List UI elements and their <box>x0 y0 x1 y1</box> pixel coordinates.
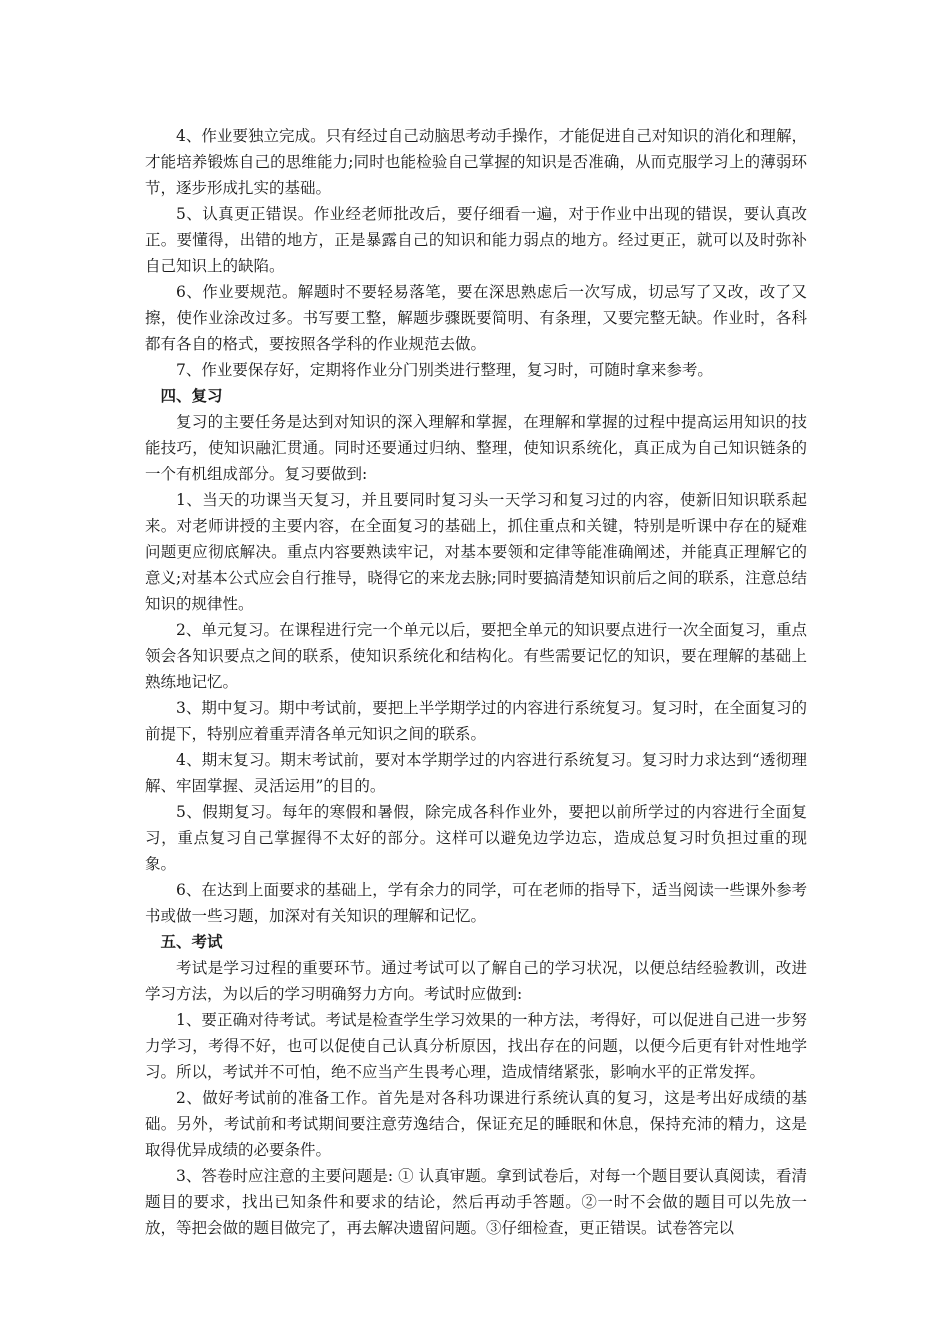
paragraph-review-intro: 复习的主要任务是达到对知识的深入理解和掌握，在理解和掌握的过程中提高运用知识的技能技巧，使知识融汇贯通。同时还要通过归纳、整理，使知识系统化，真正成为自己知识链条的一个有机组成部分。复习要做到: <box>145 413 807 483</box>
paragraph-review-1: 1、当天的功课当天复习，并且要同时复习头一天学习和复习过的内容，使新旧知识联系起来。对老师讲授的主要内容，在全面复习的基础上，抓住重点和关键，特别是听课中存在的疑难问题更应彻底解决。重点内容要熟读牢记，对基本要领和定律等能准确阐述，并能真正理解它的意义;对基本公式应会自行推导，晓得它的来龙去脉;同时要搞清楚知识前后之间的联系，注意总结知识的规律性。 <box>145 491 807 613</box>
document-body <box>145 123 807 1241</box>
paragraph-exam-1: 1、要正确对待考试。考试是检查学生学习效果的一种方法，考得好，可以促进自己进一步努力学习，考得不好，也可以促使自己认真分析原因，找出存在的问题，以便今后更有针对性地学习。所以，考试并不可怕，绝不应当产生畏考心理，造成情绪紧张，影响水平的正常发挥。 <box>145 1011 807 1081</box>
paragraph-exam-3: 3、答卷时应注意的主要问题是: ① 认真审题。拿到试卷后，对每一个题目要认真阅读，看清题目的要求，找出已知条件和要求的结论，然后再动手答题。②一时不会做的题目可以先放一放，等把会做的题目做完了，再去解决遗留问题。③仔细检查，更正错误。试卷答完以 <box>145 1167 807 1237</box>
paragraph-review-3: 3、期中复习。期中考试前，要把上半学期学过的内容进行系统复习。复习时，在全面复习的前提下，特别应着重弄清各单元知识之间的联系。 <box>145 699 807 743</box>
paragraph-homework-7: 7、作业要保存好，定期将作业分门别类进行整理，复习时，可随时拿来参考。 <box>176 361 713 379</box>
paragraph-homework-5: 5、认真更正错误。作业经老师批改后，要仔细看一遍，对于作业中出现的错误，要认真改正。要懂得，出错的地方，正是暴露自己的知识和能力弱点的地方。经过更正，就可以及时弥补自己知识上的缺陷。 <box>145 205 807 275</box>
paragraph-exam-2: 2、做好考试前的准备工作。首先是对各科功课进行系统认真的复习，这是考出好成绩的基础。另外，考试前和考试期间要注意劳逸结合，保证充足的睡眠和休息，保持充沛的精力，这是取得优异成绩的必要条件。 <box>145 1089 807 1159</box>
paragraph-homework-4: 4、作业要独立完成。只有经过自己动脑思考动手操作，才能促进自己对知识的消化和理解，才能培养锻炼自己的思维能力;同时也能检验自己掌握的知识是否准确，从而克服学习上的薄弱环节，逐步形成扎实的基础。 <box>145 127 807 197</box>
paragraph-homework-6: 6、作业要规范。解题时不要轻易落笔，要在深思熟虑后一次写成，切忌写了又改，改了又擦，使作业涂改过多。书写要工整，解题步骤既要简明、有条理，又要完整无缺。作业时，各科都有各自的格式，要按照各学科的作业规范去做。 <box>145 283 807 353</box>
paragraph-exam-intro: 考试是学习过程的重要环节。通过考试可以了解自己的学习状况，以便总结经验教训，改进学习方法，为以后的学习明确努力方向。考试时应做到: <box>145 959 807 1003</box>
section-heading-review: 四、复习 <box>160 386 223 405</box>
paragraph-review-2: 2、单元复习。在课程进行完一个单元以后，要把全单元的知识要点进行一次全面复习，重点领会各知识要点之间的联系，使知识系统化和结构化。有些需要记忆的知识，要在理解的基础上熟练地记忆。 <box>145 621 807 691</box>
paragraph-review-6: 6、在达到上面要求的基础上，学有余力的同学，可在老师的指导下，适当阅读一些课外参考书或做一些习题，加深对有关知识的理解和记忆。 <box>145 881 807 925</box>
paragraph-review-5: 5、假期复习。每年的寒假和暑假，除完成各科作业外，要把以前所学过的内容进行全面复习，重点复习自己掌握得不太好的部分。这样可以避免边学边忘，造成总复习时负担过重的现象。 <box>145 803 807 873</box>
section-heading-exam: 五、考试 <box>160 932 223 951</box>
paragraph-review-4: 4、期末复习。期末考试前，要对本学期学过的内容进行系统复习。复习时力求达到“透彻理解、牢固掌握、灵活运用”的目的。 <box>145 751 807 795</box>
